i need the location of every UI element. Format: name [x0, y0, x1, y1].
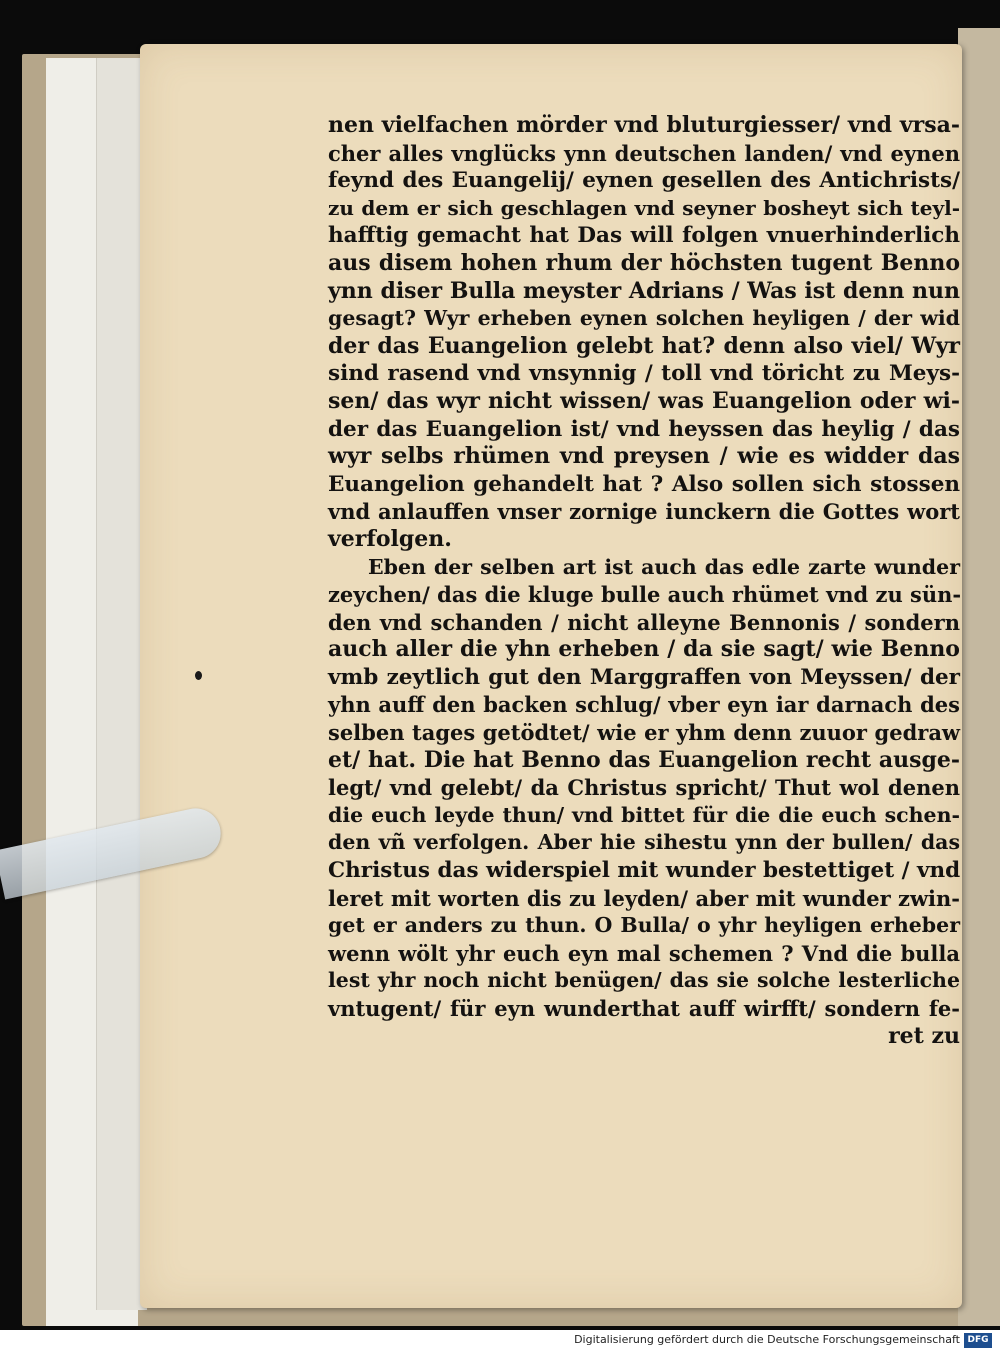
text-line: gesagt? Wyr erheben eynen solchen heyligen / der wid — [328, 306, 960, 331]
text-line: den vnd schanden / nicht alleyne Bennonis / sondern — [328, 609, 960, 635]
text-line: wyr selbs rhümen vnd preysen / wie es widder das — [328, 443, 960, 470]
text-line: vnd anlauffen vnser zornige iunckern die Gottes wort — [328, 499, 960, 525]
text-line: legt/ vnd gelebt/ da Christus spricht/ Thut wol denen — [328, 775, 960, 801]
text-line: yhn auff den backen schlug/ vber eyn iar darnach des — [328, 692, 960, 718]
text-line: Euangelion gehandelt hat ? Also sollen sich stossen — [328, 471, 960, 497]
text-line: selben tages getödtet/ wie er yhm denn zuuor gedraw — [328, 720, 960, 746]
text-line: cher alles vnglücks ynn deutschen landen/ vnd eynen — [328, 140, 960, 166]
text-line: der das Euangelion gelebt hat? denn also viel/ Wyr — [328, 332, 960, 359]
dfg-logo: DFG — [964, 1333, 992, 1348]
text-line: feynd des Euangelij/ eynen gesellen des Antichrists/ — [328, 168, 960, 194]
text-line: den vñ verfolgen. Aber hie sihestu ynn der bullen/ das — [328, 830, 960, 855]
text-line: vntugent/ für eyn wunderthat auff wirfft/ sondern fe- — [328, 996, 960, 1021]
funding-credit: Digitalisierung gefördert durch die Deutsche Forschungsgemeinschaft — [574, 1333, 960, 1346]
ink-mark — [195, 671, 202, 680]
page-text — [328, 112, 960, 1050]
footer-bar — [0, 1330, 1000, 1352]
text-line: wenn wölt yhr euch eyn mal schemen ? Vnd die bulla — [328, 940, 960, 966]
book-board-edge — [958, 28, 1000, 1326]
text-line: sind rasend vnd vnsynnig / toll vnd töricht zu Meys- — [328, 361, 960, 387]
text-line: Christus das widerspiel mit wunder bestettiget / vnd — [328, 858, 961, 884]
text-line: auch aller die yhn erheben / da sie sagt/ wie Benno — [328, 636, 960, 663]
catchword: ret zu — [888, 1022, 960, 1049]
text-line: sen/ das wyr nicht wissen/ was Euangelion oder wi- — [328, 387, 960, 414]
text-line: lest yhr noch nicht benügen/ das sie solche lesterliche — [328, 968, 960, 993]
text-line: verfolgen. — [328, 525, 452, 552]
text-line: get er anders zu thun. O Bulla/ o yhr heyligen erheber — [328, 913, 960, 938]
text-line: zu dem er sich geschlagen vnd seyner bosheyt sich teyl- — [328, 195, 960, 220]
text-line: hafftig gemacht hat Das will folgen vnuerhinderlich — [328, 223, 960, 249]
text-line: vmb zeytlich gut den Marggraffen von Meyssen/ der — [328, 664, 960, 690]
text-line: die euch leyde thun/ vnd bittet für die die euch schen- — [328, 802, 960, 827]
text-line: Eben der selben art ist auch das edle zarte wunder — [368, 554, 960, 579]
text-line: et/ hat. Die hat Benno das Euangelion recht ausge- — [328, 746, 960, 773]
text-line: aus disem hohen rhum der höchsten tugent Benno — [328, 249, 960, 276]
text-line: nen vielfachen mörder vnd bluturgiesser/ vnd vrsa- — [328, 112, 960, 138]
text-line: ynn diser Bulla meyster Adrians / Was ist denn nun — [328, 277, 960, 304]
text-line: zeychen/ das die kluge bulle auch rhümet vnd zu sün- — [328, 582, 962, 608]
text-line: der das Euangelion ist/ vnd heyssen das heylig / das — [328, 416, 960, 442]
text-line: leret mit worten dis zu leyden/ aber mit wunder zwin- — [328, 885, 960, 911]
